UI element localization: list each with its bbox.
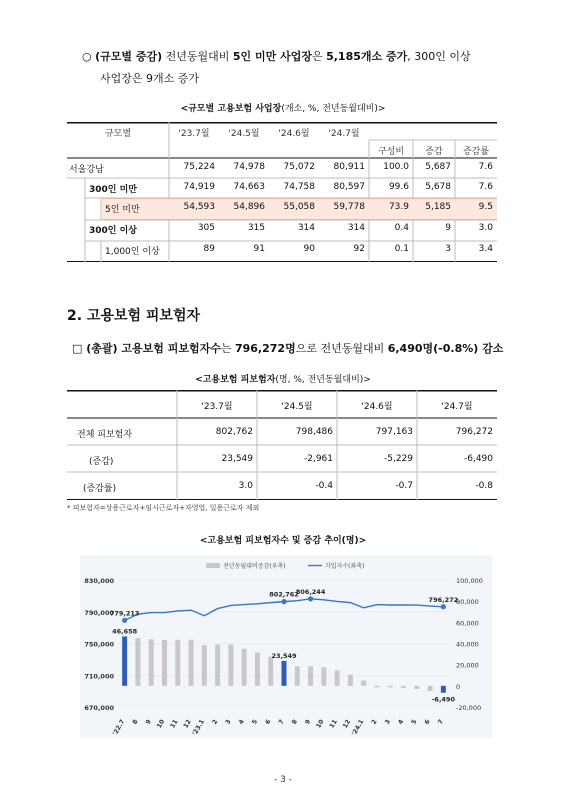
chart-bar — [335, 670, 340, 685]
chart-bar — [388, 686, 393, 688]
table-cell: -2,961 — [303, 454, 333, 464]
row-label: 전체 피보험자 — [77, 430, 133, 440]
header-change: 증감 — [425, 147, 443, 157]
chart-bar — [255, 652, 260, 685]
table2-caption — [0, 372, 566, 385]
box-marker: □ — [72, 342, 83, 355]
x-tick-label: 6 — [423, 718, 432, 726]
data-label: 806,244 — [295, 587, 326, 596]
x-tick-label: 8 — [131, 718, 140, 726]
x-tick-label: 7 — [277, 718, 286, 726]
table-cell: 73.9 — [388, 202, 409, 212]
footnote: * 피보험자=상용근로자+임시근로자+자영업, 일용근로자 제외 — [67, 504, 260, 512]
caption-rest: (개소, %, 전년동월대비)> — [281, 104, 386, 114]
table-cell: 5,185 — [425, 202, 451, 212]
table-cell: 9 — [445, 223, 451, 233]
table-cell: 5,687 — [425, 162, 451, 172]
line-point — [441, 604, 446, 609]
chart-bar — [122, 636, 127, 685]
table-cell: 80,597 — [333, 182, 365, 192]
table-cell: 74,978 — [233, 162, 265, 172]
chart-bar — [228, 645, 233, 686]
x-tick-label: 5 — [250, 718, 260, 726]
summary-text: 는 — [220, 342, 235, 355]
chart-bar — [135, 638, 140, 686]
left-tick-label: 710,000 — [84, 672, 114, 681]
left-tick-label: 670,000 — [84, 704, 114, 712]
table-cell: 802,762 — [215, 427, 253, 437]
legend-bar-label: 전년동월대비증감(우축) — [223, 563, 286, 570]
table-cell: 23,549 — [221, 454, 253, 464]
right-tick-label: 60,000 — [456, 619, 479, 628]
table-cell: -6,490 — [463, 454, 493, 464]
x-tick-label: 9 — [304, 718, 313, 726]
left-tick-label: 830,000 — [84, 577, 114, 585]
summary-text: 감소 — [478, 342, 504, 355]
data-label: 779,213 — [109, 609, 140, 618]
section-title: 2. 고용보험 피보험자 — [67, 308, 200, 324]
right-tick-label: 40,000 — [456, 640, 479, 649]
chart-bar — [282, 661, 287, 686]
chart-bar — [268, 657, 273, 686]
x-tick-label: 3 — [224, 718, 233, 726]
line-point — [122, 618, 127, 623]
chart-bar — [295, 666, 300, 686]
chart-bar — [414, 686, 419, 689]
row-label: (증감) — [89, 457, 114, 467]
bullet-emph: 5인 미만 사업장 — [232, 50, 312, 63]
x-tick-label: 7 — [436, 718, 446, 726]
table-cell: 91 — [253, 244, 265, 254]
bullet-text: 은 — [311, 50, 327, 63]
chart-panel — [80, 555, 492, 738]
chart-bar — [242, 649, 247, 686]
table-cell: 99.6 — [388, 182, 409, 192]
x-tick-label: 3 — [383, 718, 392, 726]
x-tick-label: 12 — [341, 718, 353, 730]
data-label: 23,549 — [271, 651, 297, 660]
row-label: 서울강남 — [69, 165, 104, 175]
table-cell: 74,919 — [183, 182, 215, 192]
table-cell: 90 — [303, 244, 315, 254]
insured-chart — [80, 555, 492, 738]
x-tick-label: 2 — [211, 718, 220, 726]
x-tick-label: 2 — [370, 718, 379, 726]
table-cell: 7.6 — [478, 182, 493, 192]
bullet-emph: 5,185개소 증가 — [326, 50, 408, 63]
chart-bar — [202, 645, 207, 686]
table-cell: 92 — [353, 244, 365, 254]
chart-bar — [361, 681, 366, 686]
table-cell: 89 — [203, 244, 215, 254]
bullet-line2: 사업장은 9개소 증가 — [100, 72, 199, 85]
x-tick-label: 9 — [144, 718, 153, 726]
row-label: 5인 미만 — [105, 205, 140, 215]
right-tick-label: 100,000 — [456, 577, 483, 585]
chart-bar — [308, 666, 313, 686]
right-tick-label: 0 — [456, 682, 461, 691]
summary-text: 으로 전년동월대비 — [295, 342, 388, 355]
table-cell: 0.1 — [394, 244, 409, 254]
table-header: '24.6월 — [361, 402, 393, 412]
left-tick-label: 750,000 — [84, 640, 114, 649]
x-tick-label: 6 — [264, 718, 273, 726]
row-label: 300인 미만 — [89, 185, 138, 195]
table-cell: 796,272 — [455, 427, 493, 437]
table-cell: 3.4 — [478, 244, 493, 254]
page-number: - 3 - — [274, 775, 292, 785]
header-c4: '24.7월 — [328, 129, 360, 139]
chart-bar — [162, 640, 167, 686]
table-cell: 54,896 — [233, 202, 265, 212]
table-header: '24.7월 — [441, 402, 473, 412]
bullet-heading: (규모별 증감) — [95, 50, 163, 63]
table-cell: 75,072 — [283, 162, 315, 172]
bullet-text: , 300인 이상 — [407, 50, 471, 63]
chart-bar — [348, 675, 353, 686]
table-cell: 0.4 — [394, 223, 409, 233]
chart-bar — [175, 640, 180, 686]
table-header: '23.7월 — [201, 402, 233, 412]
header-scale: 규모별 — [104, 129, 132, 139]
header-c2: '24.5월 — [228, 129, 260, 139]
chart-bar — [215, 645, 220, 686]
table-header: '24.5월 — [281, 402, 313, 412]
row-label: (증감률) — [83, 484, 117, 494]
line-point — [308, 596, 313, 601]
chart-bar — [441, 686, 446, 693]
left-tick-label: 790,000 — [84, 608, 114, 617]
table-cell: 5,678 — [425, 182, 451, 192]
table-cell: -0.4 — [315, 481, 333, 491]
table-cell: 74,663 — [233, 182, 265, 192]
chart-bar — [149, 639, 154, 686]
table-cell: 798,486 — [295, 427, 333, 437]
right-tick-label: 20,000 — [456, 661, 479, 670]
chart-bar — [189, 640, 194, 686]
data-label: 46,658 — [112, 627, 138, 636]
table-cell: 315 — [247, 223, 265, 233]
caption-bold: <규모별 고용보험 사업장 — [180, 104, 282, 114]
table-cell: 100.0 — [383, 162, 409, 172]
right-tick-label: -20,000 — [456, 704, 482, 712]
table-cell: 80,911 — [333, 162, 365, 172]
right-tick-label: 80,000 — [456, 598, 479, 607]
table-cell: 3 — [445, 244, 451, 254]
x-tick-label: 11 — [328, 718, 339, 730]
table-cell: -0.7 — [395, 481, 413, 491]
header-c3: '24.6월 — [278, 129, 310, 139]
header-c1: '23.7월 — [178, 129, 210, 139]
data-label: 802,762 — [269, 590, 299, 599]
table-cell: -5,229 — [383, 454, 413, 464]
table-cell: 3.0 — [238, 481, 253, 491]
x-tick-label: '23.1 — [191, 718, 207, 737]
row-label: 1,000인 이상 — [105, 247, 160, 257]
data-label: -6,490 — [431, 695, 455, 704]
table-cell: 7.6 — [478, 162, 493, 172]
bullet-marker: ○ — [82, 50, 92, 63]
summary-line — [72, 340, 503, 356]
summary-text: (총괄) 고용보험 피보험자수 — [82, 342, 221, 355]
table-cell: -0.8 — [475, 481, 493, 491]
data-label: 796,272 — [428, 595, 459, 604]
table-cell: 59,778 — [333, 202, 365, 212]
legend-bar-swatch — [206, 563, 220, 568]
x-tick-label: 5 — [410, 718, 419, 726]
x-tick-label: 10 — [315, 718, 326, 730]
caption-bold: <고용보험 피보험자 — [195, 375, 276, 385]
table-cell: 305 — [197, 223, 215, 233]
chart-bar — [321, 667, 326, 686]
chart-title: <고용보험 피보험자수 및 증감 추이(명)> — [199, 536, 367, 546]
table-cell: 797,163 — [375, 427, 413, 437]
x-tick-label: 8 — [290, 718, 300, 726]
line-point — [281, 599, 286, 604]
header-share: 구성비 — [377, 147, 405, 157]
table-cell: 314 — [297, 223, 315, 233]
scale-bullet — [82, 46, 512, 90]
x-tick-label: '24.1 — [350, 718, 366, 737]
header-rate: 증감률 — [462, 147, 490, 157]
table-cell: 9.5 — [478, 202, 493, 212]
summary-emph: 6,490명(-0.8%) — [387, 342, 479, 355]
table1-caption — [0, 101, 566, 114]
table-cell: 314 — [347, 223, 365, 233]
bullet-text: 전년동월대비 — [162, 50, 233, 63]
row-label: 300인 이상 — [89, 226, 138, 236]
table-cell: 3.0 — [478, 223, 493, 233]
chart-bar — [401, 686, 406, 688]
legend-line-label: 가입자수(좌축) — [325, 563, 365, 570]
table-cell: 54,593 — [183, 202, 215, 212]
chart-bar — [428, 686, 433, 691]
chart-bar — [374, 686, 379, 688]
x-tick-label: '22.7 — [111, 718, 127, 737]
x-tick-label: 4 — [237, 718, 246, 726]
table-cell: 75,224 — [183, 162, 215, 172]
x-tick-label: 11 — [169, 718, 180, 730]
table-cell: 74,758 — [283, 182, 315, 192]
caption-rest: (명, %, 전년동월대비)> — [275, 375, 371, 385]
x-tick-label: 12 — [182, 718, 193, 730]
summary-emph: 796,272명 — [234, 342, 296, 355]
x-tick-label: 4 — [397, 718, 406, 726]
x-tick-label: 10 — [155, 718, 167, 730]
table-cell: 55,058 — [283, 202, 315, 212]
